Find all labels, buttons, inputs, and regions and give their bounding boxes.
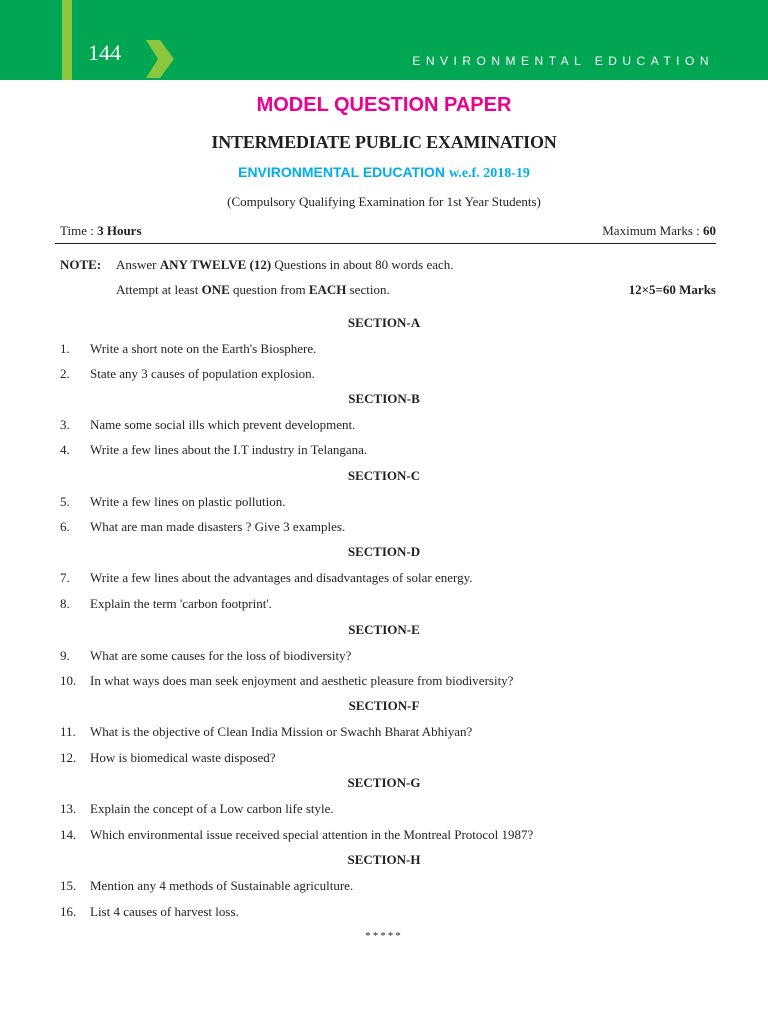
question-item xyxy=(60,569,720,586)
instruction-text: Attempt at least xyxy=(116,282,202,297)
running-head: ENVIRONMENTAL EDUCATION xyxy=(412,54,714,68)
end-marker: ***** xyxy=(365,930,403,942)
question-number: 1. xyxy=(60,341,70,356)
question-number: 11. xyxy=(60,724,76,739)
subject-name: ENVIRONMENTAL EDUCATION xyxy=(238,164,445,180)
page-number: 144 xyxy=(88,40,121,65)
question-item xyxy=(60,826,720,843)
instruction-line-1 xyxy=(60,256,716,273)
question-number: 10. xyxy=(60,673,77,688)
question-item xyxy=(60,595,720,612)
question-number: 6. xyxy=(60,519,70,534)
question-item xyxy=(60,903,720,920)
instruction-line-2 xyxy=(60,281,716,298)
question-text: Explain the concept of a Low carbon life style. xyxy=(90,801,334,816)
question-number: 8. xyxy=(60,596,70,611)
question-number: 15. xyxy=(60,878,77,893)
instruction-text: Questions in about 80 words each. xyxy=(271,257,454,272)
question-item xyxy=(60,416,720,433)
instruction-emphasis: EACH xyxy=(308,282,347,297)
question-item xyxy=(60,441,720,458)
question-text: Name some social ills which prevent development. xyxy=(90,417,356,432)
question-text: Explain the term 'carbon footprint'. xyxy=(90,596,272,611)
question-text: Write a short note on the Earth's Biosphere. xyxy=(90,341,317,356)
question-text: Write a few lines about the I.T industry in Telangana. xyxy=(90,442,368,457)
instruction-emphasis: ANY TWELVE (12) xyxy=(159,257,272,272)
question-text: Write a few lines on plastic pollution. xyxy=(90,494,286,509)
exam-note: (Compulsory Qualifying Examination for 1st Year Students) xyxy=(227,194,541,209)
time-marks-row xyxy=(60,222,716,239)
question-item xyxy=(60,647,720,664)
question-number: 14. xyxy=(60,827,77,842)
question-number: 5. xyxy=(60,494,70,509)
section-heading: SECTION-H xyxy=(347,852,421,867)
question-item xyxy=(60,672,720,689)
question-number: 12. xyxy=(60,750,77,765)
question-number: 4. xyxy=(60,442,70,457)
max-marks xyxy=(602,222,716,239)
divider xyxy=(55,243,716,244)
question-text: Mention any 4 methods of Sustainable agriculture. xyxy=(90,878,354,893)
section-heading: SECTION-C xyxy=(347,468,421,483)
section-heading: SECTION-F xyxy=(348,698,420,713)
question-number: 7. xyxy=(60,570,70,585)
question-text: Which environmental issue received special attention in the Montreal Protocol 1987? xyxy=(90,827,534,842)
section-heading: SECTION-E xyxy=(348,622,420,637)
subject-line xyxy=(0,163,768,183)
question-text: In what ways does man seek enjoyment and aesthetic pleasure from biodiversity? xyxy=(90,673,514,688)
question-text: What are some causes for the loss of biodiversity? xyxy=(90,648,352,663)
note-label: NOTE: xyxy=(60,257,102,272)
question-item xyxy=(60,749,720,766)
marks-scheme: 12×5=60 Marks xyxy=(628,282,716,297)
question-item xyxy=(60,518,720,535)
subject-year: w.e.f. 2018-19 xyxy=(449,166,530,181)
question-number: 16. xyxy=(60,904,77,919)
exam-title: INTERMEDIATE PUBLIC EXAMINATION xyxy=(211,132,557,152)
instruction-text: question from xyxy=(229,282,309,297)
chevron-right-icon xyxy=(146,40,176,78)
question-item xyxy=(60,877,720,894)
question-item xyxy=(60,340,720,357)
question-item xyxy=(60,800,720,817)
question-item xyxy=(60,365,720,382)
section-heading: SECTION-A xyxy=(347,315,421,330)
section-heading: SECTION-G xyxy=(347,775,421,790)
instruction-text: Answer xyxy=(116,257,160,272)
instruction-emphasis: ONE xyxy=(201,282,230,297)
question-item xyxy=(60,723,720,740)
section-heading: SECTION-B xyxy=(348,391,420,406)
question-number: 9. xyxy=(60,648,70,663)
time-value: 3 Hours xyxy=(97,223,142,238)
paper-title: MODEL QUESTION PAPER xyxy=(256,94,512,116)
max-marks-label: Maximum Marks : xyxy=(602,223,703,238)
question-text: List 4 causes of harvest loss. xyxy=(90,904,239,919)
question-text: How is biomedical waste disposed? xyxy=(90,750,276,765)
question-text: Write a few lines about the advantages and disadvantages of solar energy. xyxy=(90,570,473,585)
question-text: What are man made disasters ? Give 3 examples. xyxy=(90,519,346,534)
question-text: What is the objective of Clean India Mission or Swachh Bharat Abhiyan? xyxy=(90,724,473,739)
question-number: 2. xyxy=(60,366,70,381)
question-text: State any 3 causes of population explosion. xyxy=(90,366,315,381)
question-number: 3. xyxy=(60,417,70,432)
time-label: Time : xyxy=(60,223,98,238)
section-heading: SECTION-D xyxy=(347,544,421,559)
question-item xyxy=(60,493,720,510)
question-number: 13. xyxy=(60,801,77,816)
instruction-text: section. xyxy=(346,282,390,297)
max-marks-value: 60 xyxy=(703,223,716,238)
